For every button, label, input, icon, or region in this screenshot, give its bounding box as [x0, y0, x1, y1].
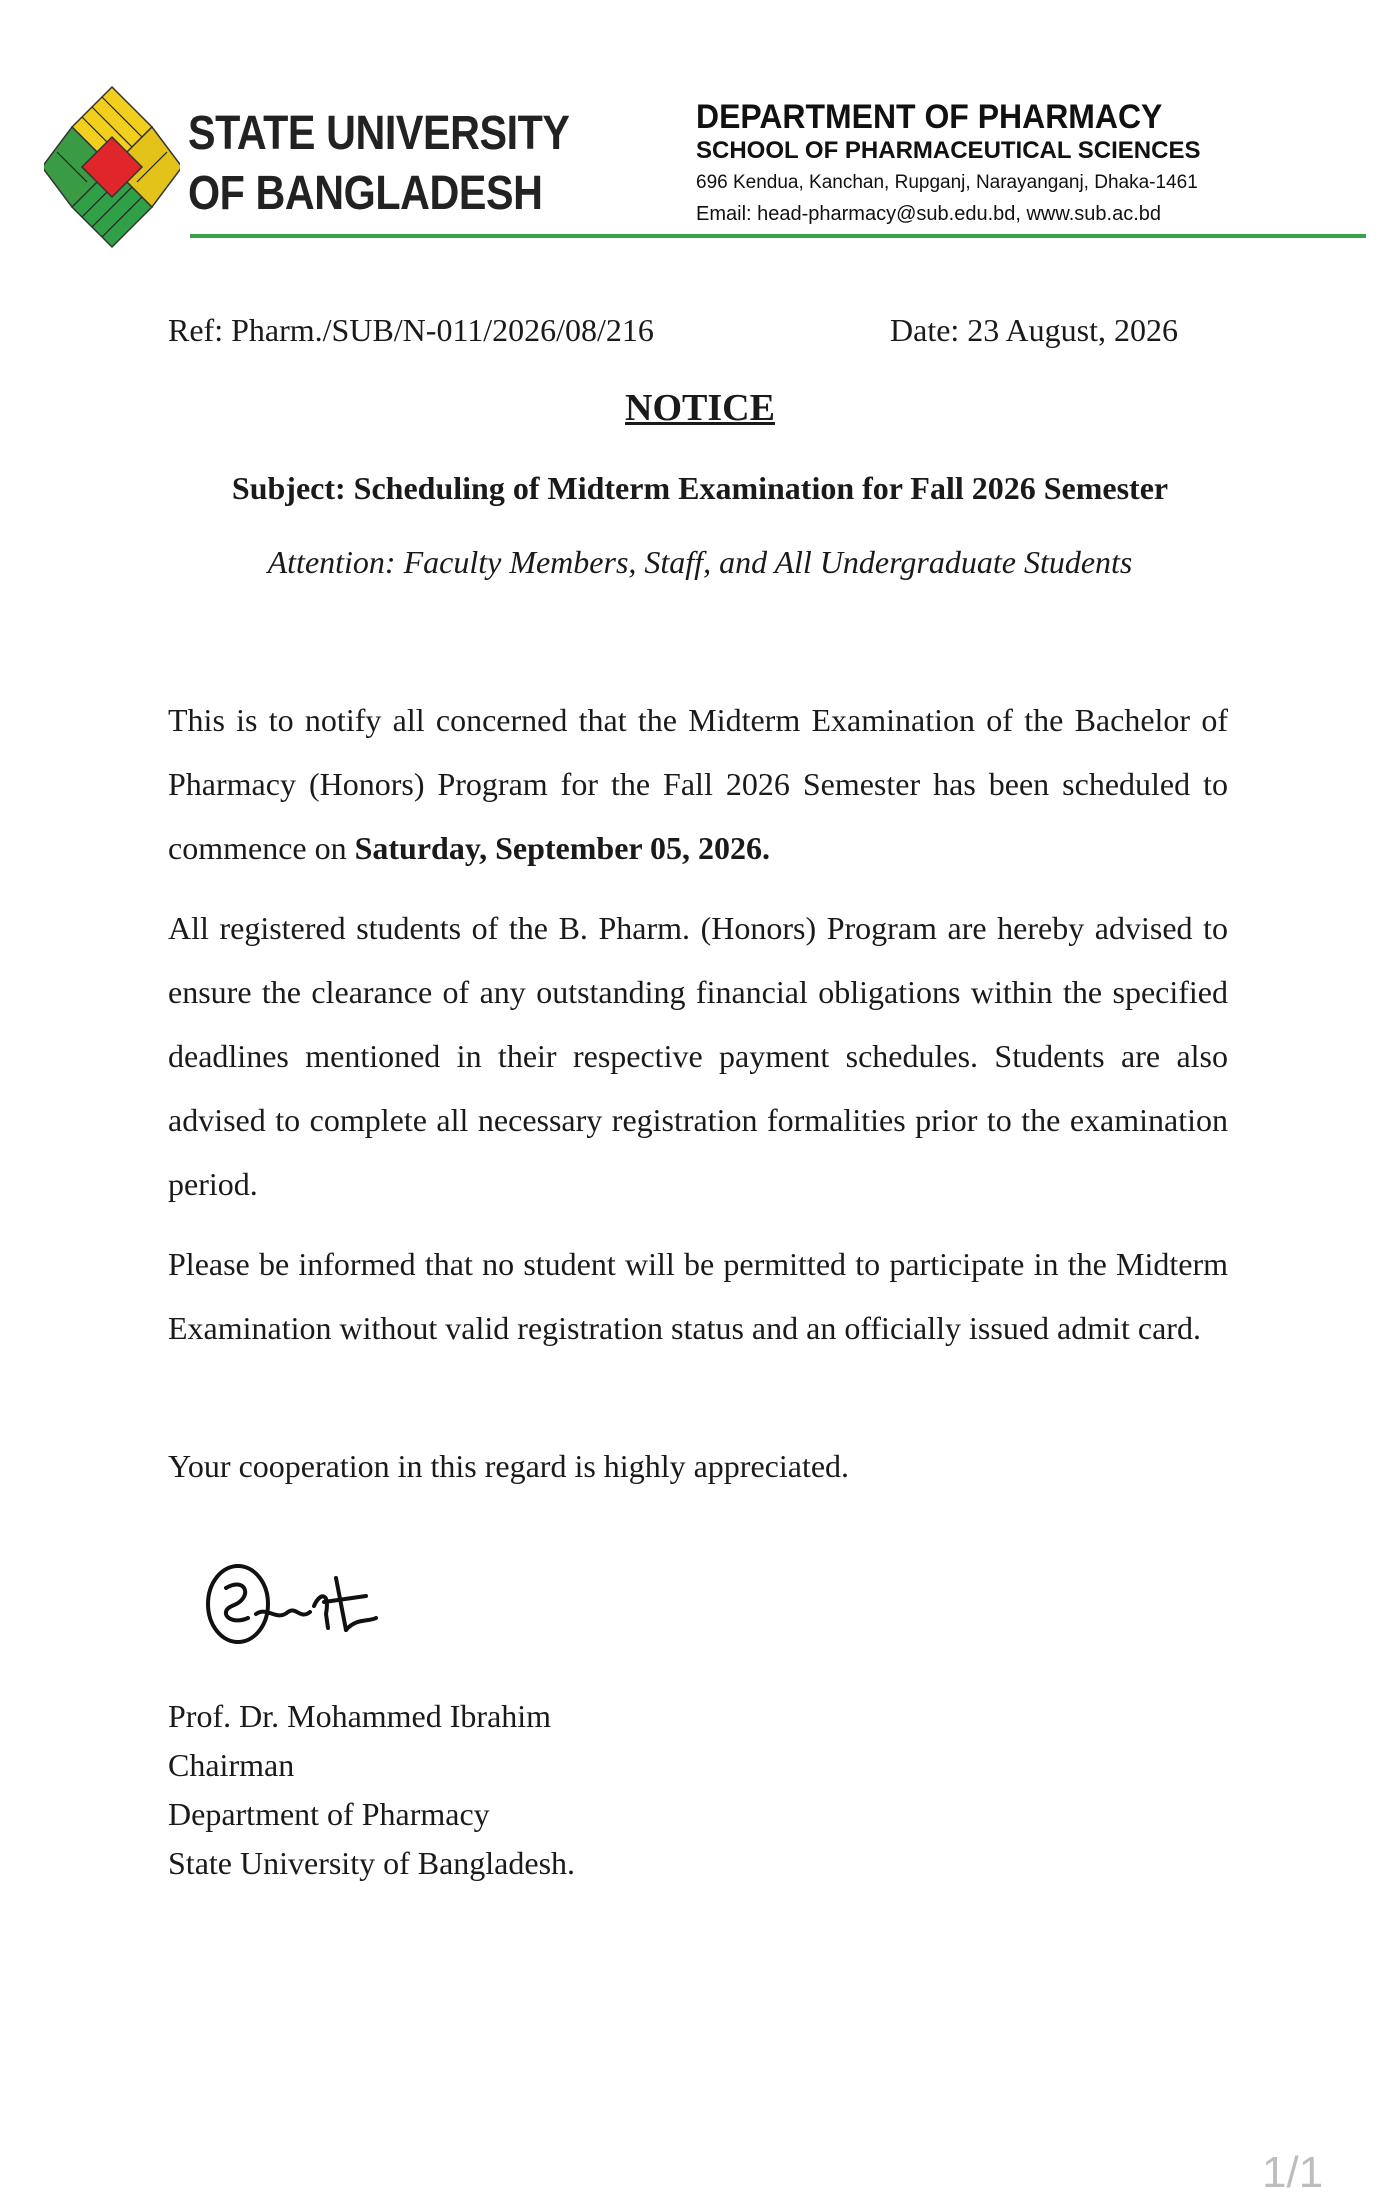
department-address: 696 Kendua, Kanchan, Rupganj, Narayanganj, Dhaka-1461: [696, 172, 1198, 193]
department-block: [696, 98, 1200, 230]
university-logo-icon: [44, 84, 180, 250]
notice-attention: Attention: Faculty Members, Staff, and All Undergraduate Students: [267, 544, 1133, 580]
page-indicator: 1/1: [1262, 2148, 1324, 2197]
letterhead-divider: [190, 234, 1366, 238]
paragraph-admit-card: Please be informed that no student will be permitted to participate in the Midterm Examination without valid registration status and an officially issued admit card.: [168, 1246, 1228, 1346]
university-name: [188, 104, 569, 224]
university-name-line2: OF BANGLADESH: [188, 167, 543, 220]
paragraph-closing: Your cooperation in this regard is highly appreciated.: [168, 1448, 850, 1484]
reference-number: Ref: Pharm./SUB/N-011/2026/08/216: [168, 312, 654, 348]
signatory-block: [168, 1692, 575, 1888]
notice-subject: Subject: Scheduling of Midterm Examination for Fall 2026 Semester: [231, 470, 1169, 506]
department-title: DEPARTMENT OF PHARMACY: [696, 98, 1163, 136]
paragraph-exam-schedule: [168, 688, 1228, 880]
paragraph-exam-schedule-text: This is to notify all concerned that the Midterm Examination of the Bachelor of Pharmacy (Honors) Program for the Fall 2026 Semester has been scheduled to commence on: [168, 702, 1228, 866]
signatory-institution: State University of Bangladesh.: [168, 1845, 576, 1881]
department-contact: Email: head-pharmacy@sub.edu.bd, www.sub.ac.bd: [696, 203, 1161, 225]
exam-start-date: Saturday, September 05, 2026.: [354, 830, 771, 866]
paragraph-financial-clearance: All registered students of the B. Pharm. (Honors) Program are hereby advised to ensure the clearance of any outstanding financial obligations within the specified deadlines mentioned in their respective payment schedules. Students are also advised to complete all necessary registration formalities prior to the examination period.: [168, 910, 1228, 1202]
signatory-department: Department of Pharmacy: [168, 1796, 490, 1832]
notice-date: Date: 23 August, 2026: [890, 312, 1178, 348]
school-name: SCHOOL OF PHARMACEUTICAL SCIENCES: [696, 137, 1201, 164]
notice-title: NOTICE: [625, 387, 775, 429]
university-name-line1: STATE UNIVERSITY: [188, 107, 570, 160]
signatory-designation: Chairman: [168, 1747, 295, 1783]
signatory-name: Prof. Dr. Mohammed Ibrahim: [168, 1698, 552, 1734]
signature-icon: [196, 1548, 396, 1658]
